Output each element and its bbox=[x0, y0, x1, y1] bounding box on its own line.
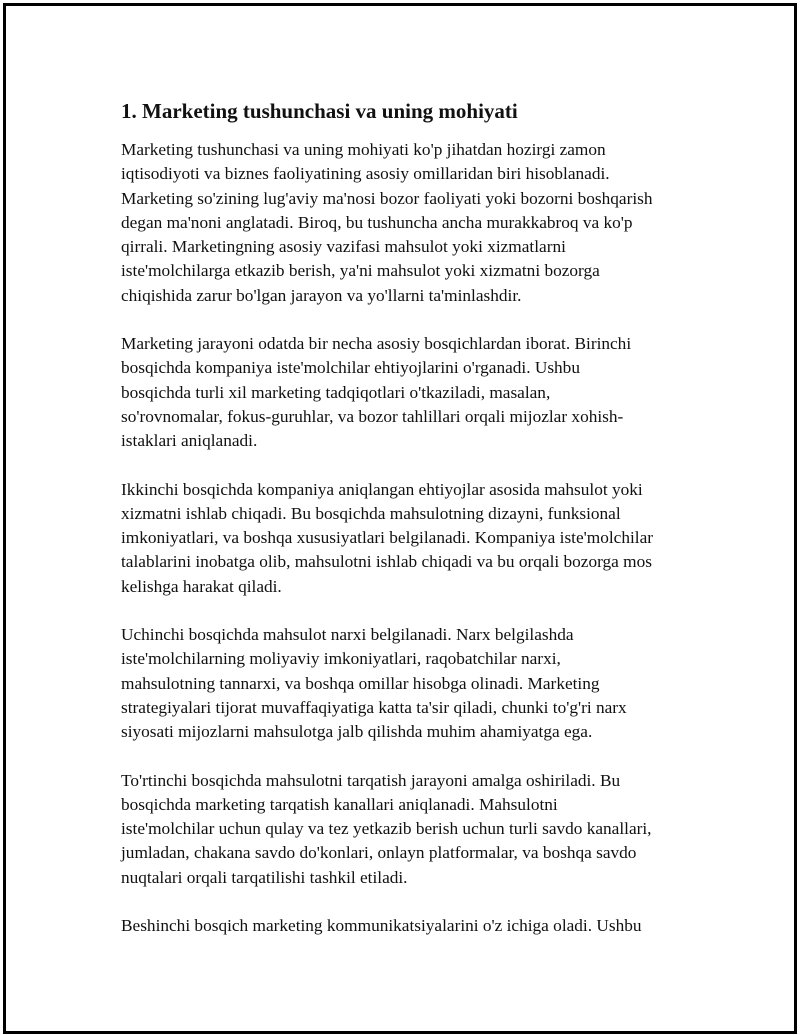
text-line: Ikkinchi bosqichda kompaniya aniqlangan ehtiyojlar asosida mahsulot yoki bbox=[121, 479, 643, 499]
paragraph-list bbox=[121, 138, 706, 938]
text-line: imkoniyatlari, va boshqa xususiyatlari belgilanadi. Kompaniya iste'molchilar bbox=[121, 528, 653, 548]
text-line: bosqichda turli xil marketing tadqiqotlari o'tkaziladi, masalan, bbox=[121, 382, 551, 402]
paragraph bbox=[121, 478, 706, 599]
text-line: iste'molchilar uchun qulay va tez yetkazib berish uchun turli savdo kanallari, bbox=[121, 819, 652, 839]
text-line: talablarini inobatga olib, mahsulotni ishlab chiqadi va bu orqali bozorga mos bbox=[121, 552, 652, 572]
paragraph bbox=[121, 914, 706, 938]
document-body bbox=[121, 98, 706, 962]
text-line: nuqtalari orqali tarqatilishi tashkil etiladi. bbox=[121, 867, 408, 887]
text-line: siyosati mijozlarni mahsulotga jalb qilishda muhim ahamiyatga ega. bbox=[121, 722, 593, 742]
paragraph bbox=[121, 138, 706, 308]
text-line: Marketing tushunchasi va uning mohiyati ko'p jihatdan hozirgi zamon bbox=[121, 140, 606, 159]
document-page bbox=[3, 3, 797, 1034]
paragraph bbox=[121, 769, 706, 890]
text-line: iqtisodiyoti va biznes faoliyatining asosiy omillaridan biri hisoblanadi. bbox=[121, 164, 610, 184]
text-line: iste'molchilarning moliyaviy imkoniyatlari, raqobatchilar narxi, bbox=[121, 649, 561, 669]
text-line: chiqishida zarur bo'lgan jarayon va yo'llarni ta'minlashdir. bbox=[121, 285, 522, 305]
text-line: degan ma'noni anglatadi. Biroq, bu tushuncha ancha murakkabroq va ko'p bbox=[121, 212, 633, 232]
text-line: bosqichda kompaniya iste'molchilar ehtiyojlarini o'rganadi. Ushbu bbox=[121, 358, 580, 378]
text-line: Marketing jarayoni odatda bir necha asosiy bosqichlardan iborat. Birinchi bbox=[121, 334, 632, 354]
text-line: bosqichda marketing tarqatish kanallari aniqlanadi. Mahsulotni bbox=[121, 794, 558, 814]
paragraph bbox=[121, 623, 706, 744]
text-line: Marketing so'zining lug'aviy ma'nosi bozor faoliyati yoki bozorni boshqarish bbox=[121, 188, 653, 208]
text-line: xizmatni ishlab chiqadi. Bu bosqichda mahsulotning dizayni, funksional bbox=[121, 503, 621, 523]
paragraph bbox=[121, 332, 706, 453]
text-line: strategiyalari tijorat muvaffaqiyatiga katta ta'sir qiladi, chunki to'g'ri narx bbox=[121, 697, 627, 717]
text-line: so'rovnomalar, fokus-guruhlar, va bozor tahlillari orqali mijozlar xohish- bbox=[121, 406, 624, 426]
text-line: qirrali. Marketingning asosiy vazifasi mahsulot yoki xizmatlarni bbox=[121, 237, 566, 257]
text-line: Uchinchi bosqichda mahsulot narxi belgilanadi. Narx belgilashda bbox=[121, 625, 574, 645]
section-heading: 1. Marketing tushunchasi va uning mohiyati bbox=[121, 99, 518, 123]
text-line: To'rtinchi bosqichda mahsulotni tarqatish jarayoni amalga oshiriladi. Bu bbox=[121, 770, 621, 790]
text-line: jumladan, chakana savdo do'konlari, onlayn platformalar, va boshqa savdo bbox=[121, 843, 637, 863]
text-line: kelishga harakat qiladi. bbox=[121, 576, 282, 596]
text-line: iste'molchilarga etkazib berish, ya'ni mahsulot yoki xizmatni bozorga bbox=[121, 261, 600, 281]
text-line: Beshinchi bosqich marketing kommunikatsiyalarini o'z ichiga oladi. Ushbu bbox=[121, 916, 642, 936]
text-line: istaklari aniqlanadi. bbox=[121, 431, 258, 451]
text-line: mahsulotning tannarxi, va boshqa omillar hisobga olinadi. Marketing bbox=[121, 673, 600, 693]
